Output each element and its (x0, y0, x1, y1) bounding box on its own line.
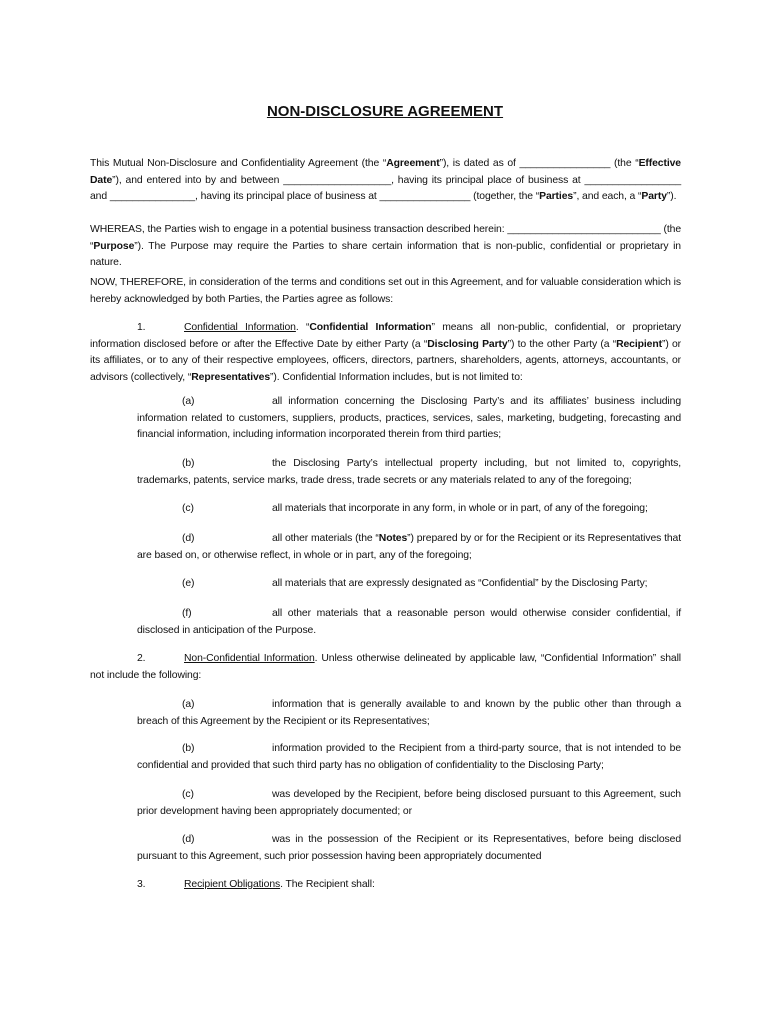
list-item (137, 606, 681, 639)
section-number: 3. (137, 879, 146, 890)
defined-term-agreement: Agreement (386, 158, 440, 169)
item-text: all information concerning the Disclosing Party’s and its affiliates’ business including information related to customers, suppliers, products, practices, services, sales, marketing, budgeting, forecasting and financial information, including information incorporated therein from third parties; (137, 396, 681, 440)
defined-term-representatives: Representatives (191, 371, 271, 383)
item-label: (a) (182, 396, 195, 407)
section-text: . “ (295, 322, 310, 333)
list-item (137, 697, 681, 730)
item-text: all other materials that a reasonable person would otherwise consider confidential, if disclosed in anticipation of the Purpose. (137, 608, 681, 636)
item-text: information that is generally available to and known by the public other than through a breach of this Agreement by the Recipient or its Representatives; (137, 699, 681, 727)
section-text: . The Recipient shall: (280, 879, 375, 890)
section-3-paragraph (90, 877, 681, 894)
item-text: ”) prepared by or for the Recipient or its Representatives that are based on, or otherwise reflect, in whole or in part, any of the foregoing; (137, 533, 682, 561)
item-text: all materials that incorporate in any form, in whole or in part, of any of the foregoing; (272, 503, 648, 514)
item-label: (e) (182, 578, 195, 589)
item-text: was in the possession of the Recipient or its Representatives, before being disclosed pursuant to this Agreement, such prior possession having been appropriately documented (137, 834, 681, 862)
whereas-text: WHEREAS, the Parties wish to engage in a potential business transaction described herein: ___________________________ (the “ (90, 224, 681, 252)
intro-text: ”). (666, 191, 677, 202)
defined-term-confidential-information: Confidential Information (309, 322, 432, 333)
intro-text: ”), and entered into by and between ___________________, having its principal place of business at _________________ and _______________, having its principal place of business at ________________ (together, the “ (90, 174, 681, 202)
list-item (137, 741, 681, 774)
item-text: the Disclosing Party’s intellectual property including, but not limited to, copyrights, trademarks, patents, service marks, trade dress, trade secrets or any materials related to any of the foregoing; (137, 458, 681, 486)
section-2-paragraph (90, 651, 681, 684)
document-title: NON-DISCLOSURE AGREEMENT (266, 103, 504, 120)
whereas-text: ”). The Purpose may require the Parties to share certain information that is non-public, confidential or proprietary in nature. (90, 240, 681, 268)
list-item (137, 501, 681, 518)
item-label: (b) (182, 743, 195, 754)
intro-text: This Mutual Non-Disclosure and Confidentiality Agreement (the “ (90, 158, 387, 169)
item-label: (d) (182, 533, 195, 544)
defined-term-notes: Notes (378, 533, 408, 544)
item-text: was developed by the Recipient, before being disclosed pursuant to this Agreement, such prior development having been appropriately documented; or (137, 789, 681, 817)
whereas-paragraph (90, 222, 681, 272)
list-item (137, 576, 681, 593)
section-text: ”) to the other Party (a “ (507, 338, 617, 350)
now-therefore-paragraph: NOW, THEREFORE, in consideration of the terms and conditions set out in this Agreement, and for valuable consideration which is hereby acknowledged by both Parties, the Parties agree as follows: (90, 277, 681, 305)
item-label: (f) (182, 608, 192, 619)
list-item (137, 787, 681, 820)
list-item (137, 531, 681, 564)
section-number: 2. (137, 653, 146, 664)
section-text: ”). Confidential Information includes, but is not limited to: (270, 371, 523, 383)
defined-term-parties: Parties (539, 191, 574, 202)
intro-text: ”), is dated as of ________________ (the “ (439, 158, 639, 169)
intro-text: ”, and each, a “ (573, 191, 642, 202)
item-text: information provided to the Recipient from a third-party source, that is not intended to be confidential and provided that such third party has no obligation of confidentiality to the Disclosing Party; (137, 743, 681, 771)
defined-term-effective-date: Effective Date (90, 158, 681, 186)
section-text: ”) or its affiliates, or to any of their respective employees, officers, directors, partners, shareholders, agents, attorneys, accountants, or advisors (collectively, “ (90, 338, 682, 383)
defined-term-recipient: Recipient (616, 338, 662, 350)
section-heading: Confidential Information (184, 322, 296, 333)
intro-paragraph (90, 156, 681, 206)
defined-term-purpose: Purpose (93, 240, 135, 252)
section-text: . Unless otherwise delineated by applicable law, “Confidential Information” shall not include the following: (90, 653, 681, 681)
list-item (137, 394, 681, 444)
item-label: (c) (182, 789, 194, 800)
section-text: ” means all non-public, confidential, or proprietary information disclosed before or after the Effective Date by either Party (a “ (90, 322, 682, 350)
item-label: (d) (182, 834, 195, 845)
item-label: (c) (182, 503, 194, 514)
list-item (137, 832, 681, 865)
item-text: all other materials (the “ (272, 533, 379, 544)
item-label: (a) (182, 699, 195, 710)
list-item (137, 456, 681, 489)
defined-term-party: Party (641, 191, 667, 202)
section-number: 1. (137, 322, 146, 333)
section-heading: Recipient Obligations (184, 879, 281, 890)
section-1-paragraph (90, 320, 681, 386)
item-label: (b) (182, 458, 195, 469)
section-heading: Non-Confidential Information (184, 653, 315, 664)
item-text: all materials that are expressly designated as “Confidential” by the Disclosing Party; (272, 578, 648, 589)
defined-term-disclosing-party: Disclosing Party (427, 338, 508, 350)
